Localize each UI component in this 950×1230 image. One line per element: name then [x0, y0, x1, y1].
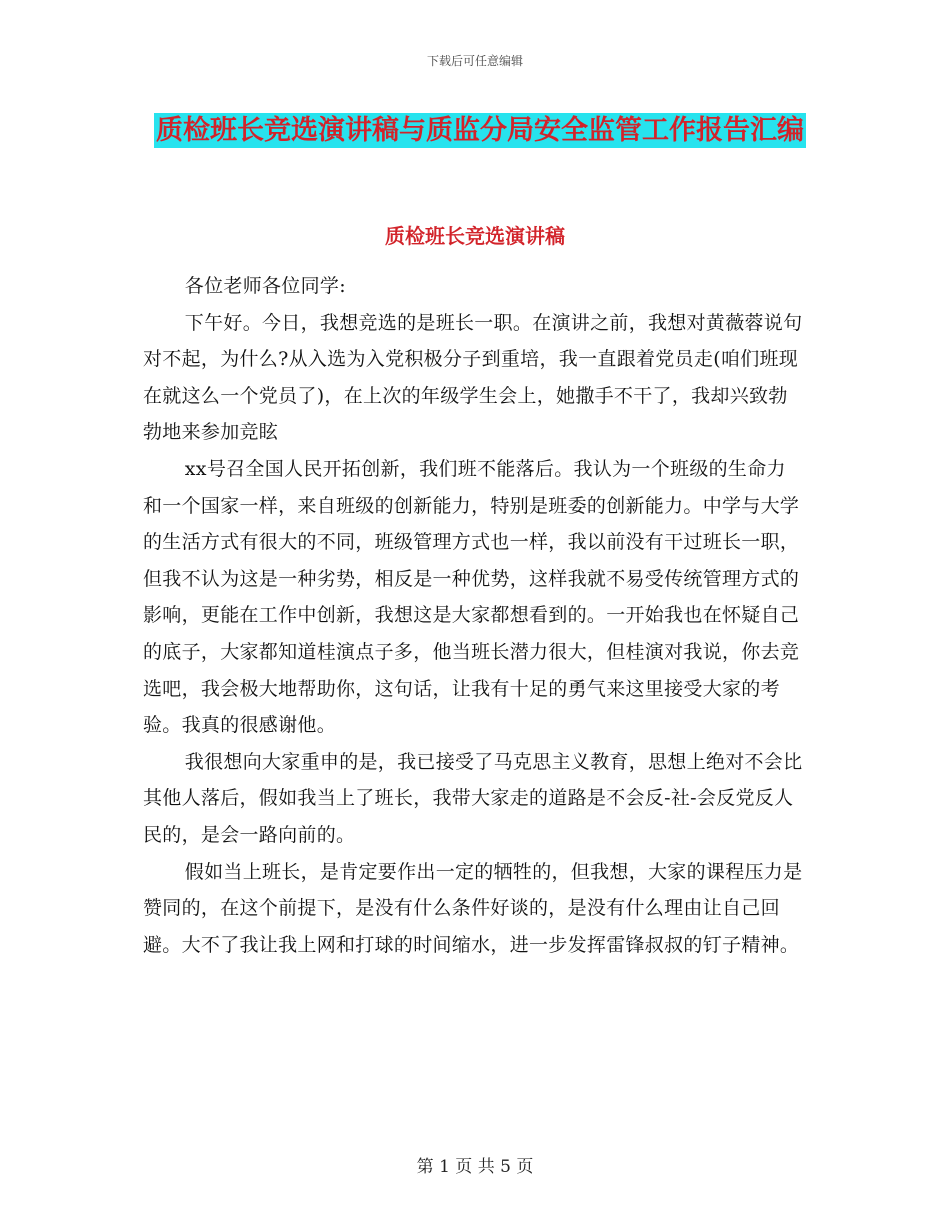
document-title-text: 质检班长竞选演讲稿与质监分局安全监管工作报告汇编 — [156, 115, 804, 146]
paragraph: xx号召全国人民开拓创新，我们班不能落后。我认为一个班级的生命力和一个国家一样，来自班级的创新能力，特别是班委的创新能力。中学与大学的生活方式有很大的不同，班级管理方式也一样，我以前没有干过班长一职，但我不认为这是一种劣势，相反是一种优势，这样我就不易受传统管理方式的影响，更能在工作中创新，我想这是大家都想看到的。一开始我也在怀疑自己的底子，大家都知道桂演点子多，他当班长潜力很大，但桂演对我说，你去竞选吧，我会极大地帮助你，这句话，让我有十足的勇气来这里接受大家的考验。我真的很感谢他。 — [143, 457, 800, 737]
paragraph-greeting: 各位老师各位同学: — [184, 275, 346, 297]
header-note: 下载后可任意编辑 — [426, 54, 523, 68]
document-title — [140, 108, 820, 153]
page-footer: 第 1 页 共 5 页 — [416, 1157, 534, 1177]
section-title: 质检班长竞选演讲稿 — [385, 224, 565, 248]
document-body — [143, 268, 803, 963]
paragraph: 假如当上班长，是肯定要作出一定的牺牲的，但我想，大家的课程压力是赞同的，在这个前提下，是没有什么条件好谈的，是没有什么理由让自己回避。大不了我让我上网和打球的时间缩水，进一步发挥雷锋叔叔的钉子精神。 — [143, 860, 803, 956]
paragraph: 下午好。今日，我想竞选的是班长一职。在演讲之前，我想对黄薇蓉说句对不起，为什么?从入选为入党积极分子到重培，我一直跟着党员走(咱们班现在就这么一个党员了)，在上次的年级学生会上，她撒手不干了，我却兴致勃勃地来参加竞眩 — [143, 311, 803, 444]
paragraph: 我很想向大家重申的是，我已接受了马克思主义教育，思想上绝对不会比其他人落后，假如我当上了班长，我带大家走的道路是不会反-社-会反党反人民的，是会一路向前的。 — [143, 750, 803, 846]
